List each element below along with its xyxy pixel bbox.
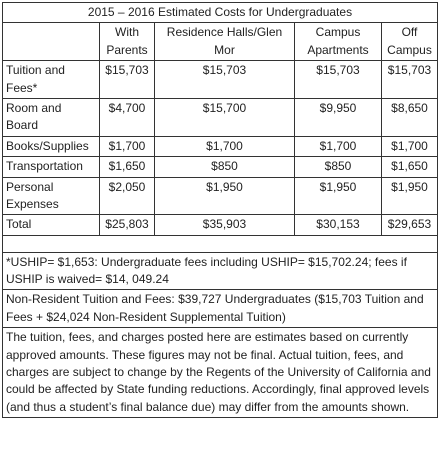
cell-value: $15,703 (382, 61, 438, 99)
header-empty-cell (3, 23, 100, 61)
disclaimer-note: The tuition, fees, and charges posted here are estimates based on currently approved amounts. These figures may not be final. Actual tuition, fees, and charges are subject to change by the Regents of the University of California and could be affected by State funding reductions. Accordingly, final approved levels (and thus a student’s final balance due) may differ from the amounts shown. (3, 328, 438, 418)
row-label: Transportation (3, 157, 100, 177)
row-label: Room and Board (3, 98, 100, 136)
header-with-parents: With Parents (100, 23, 155, 61)
header-row (3, 23, 438, 61)
nonresident-note: Non-Resident Tuition and Fees: $39,727 Undergraduates ($15,703 Tuition and Fees + $24,024 Non-Resident Supplemental Tuition) (3, 290, 438, 328)
table-row (3, 177, 438, 215)
cell-value: $15,703 (295, 61, 382, 99)
cell-value: $1,650 (382, 157, 438, 177)
table-title: 2015 – 2016 Estimated Costs for Undergraduates (3, 3, 438, 23)
cell-value: $850 (155, 157, 295, 177)
cell-value: $30,153 (295, 215, 382, 235)
cell-value: $15,703 (100, 61, 155, 99)
table-row (3, 98, 438, 136)
total-row (3, 215, 438, 235)
cell-value: $1,650 (100, 157, 155, 177)
cell-value: $1,700 (100, 136, 155, 156)
cell-value: $15,703 (155, 61, 295, 99)
cell-value: $8,650 (382, 98, 438, 136)
spacer-cell (3, 235, 438, 252)
costs-table (2, 2, 438, 418)
uship-note: *USHIP= $1,653: Undergraduate fees including USHIP= $15,702.24; fees if USHIP is waived= $14, 049.24 (3, 252, 438, 290)
row-label: Personal Expenses (3, 177, 100, 215)
header-off-campus: Off Campus (382, 23, 438, 61)
table-row (3, 136, 438, 156)
cell-value: $1,700 (295, 136, 382, 156)
header-campus-apartments: Campus Apartments (295, 23, 382, 61)
spacer-row (3, 235, 438, 252)
cell-value: $1,950 (155, 177, 295, 215)
uship-note-row (3, 252, 438, 290)
cell-value: $4,700 (100, 98, 155, 136)
row-label: Total (3, 215, 100, 235)
cell-value: $1,950 (295, 177, 382, 215)
header-residence-halls: Residence Halls/Glen Mor (155, 23, 295, 61)
cell-value: $1,700 (382, 136, 438, 156)
cell-value: $15,700 (155, 98, 295, 136)
cell-value: $2,050 (100, 177, 155, 215)
disclaimer-row (3, 328, 438, 418)
row-label: Books/Supplies (3, 136, 100, 156)
table-row (3, 157, 438, 177)
title-row (3, 3, 438, 23)
cell-value: $1,950 (382, 177, 438, 215)
cell-value: $25,803 (100, 215, 155, 235)
cell-value: $1,700 (155, 136, 295, 156)
cell-value: $9,950 (295, 98, 382, 136)
table-row (3, 61, 438, 99)
cell-value: $850 (295, 157, 382, 177)
cell-value: $29,653 (382, 215, 438, 235)
cell-value: $35,903 (155, 215, 295, 235)
row-label: Tuition and Fees* (3, 61, 100, 99)
nonresident-note-row (3, 290, 438, 328)
